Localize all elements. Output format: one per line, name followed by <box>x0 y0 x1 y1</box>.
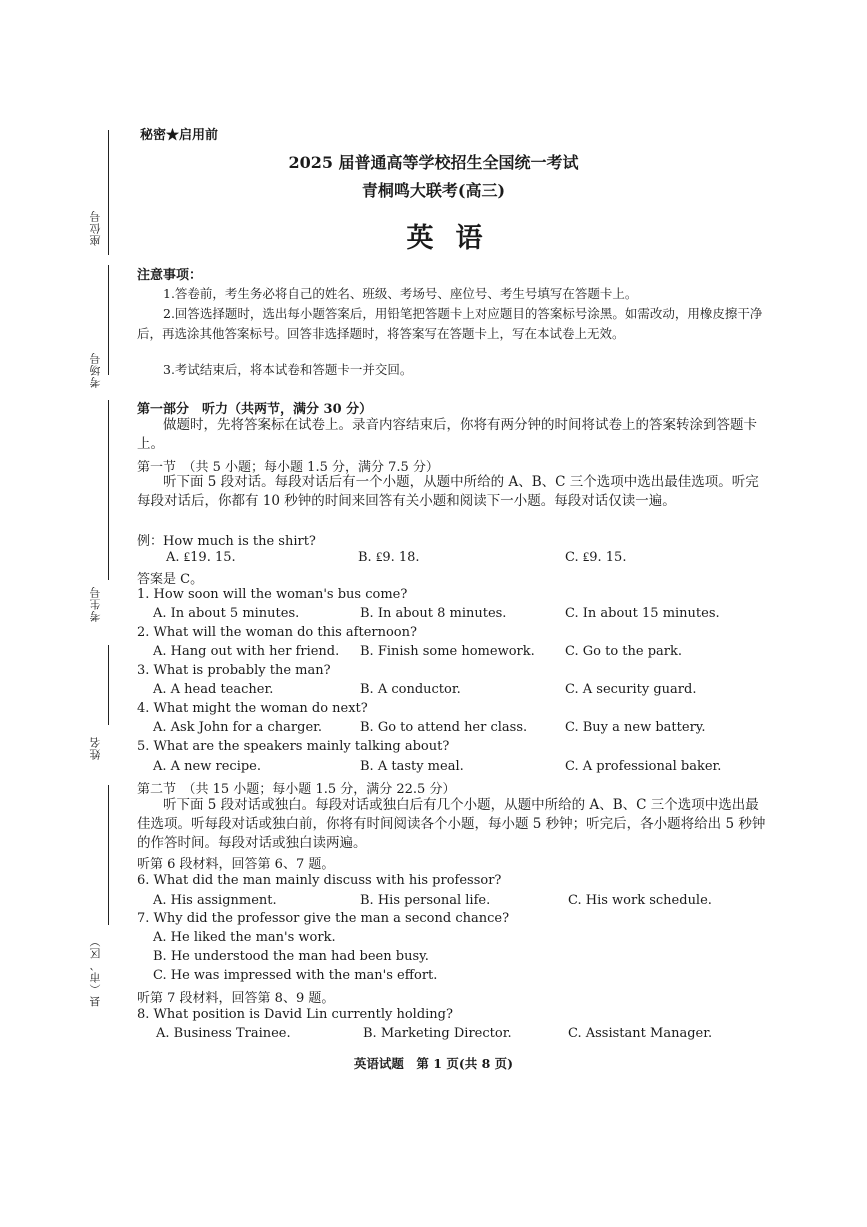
q3-option-b: B. A conductor. <box>360 682 461 697</box>
q8-option-b: B. Marketing Director. <box>363 1026 512 1041</box>
margin-line-county <box>108 785 109 925</box>
notice-title: 注意事项： <box>137 268 203 283</box>
exam-title: 2025 届普通高等学校招生全国统一考试 <box>288 153 579 172</box>
question-1: 1. How soon will the woman's bus come? <box>137 587 408 602</box>
question-2: 2. What will the woman do this afternoon? <box>137 625 417 640</box>
q1-option-c: C. In about 15 minutes. <box>565 606 720 621</box>
material-6-label: 听第 6 段材料，回答第 6、7 题。 <box>137 857 335 872</box>
section2-title: 第二节 （共 15 小题；每小题 1.5 分，满分 22.5 分） <box>137 782 456 797</box>
margin-label-county: 县（市、区） <box>89 935 102 1007</box>
q1-option-a: A. In about 5 minutes. <box>153 606 300 621</box>
margin-label-student-no: 考生号 <box>89 586 102 622</box>
q7-option-b: B. He understood the man had been busy. <box>153 949 429 964</box>
confidential-label: 秘密★启用前 <box>140 128 219 143</box>
notice-item-1: 1.答卷前，考生务必将自己的姓名、班级、考场号、座位号、考生号填写在答题卡上。 <box>163 286 638 301</box>
material-7-label: 听第 7 段材料，回答第 8、9 题。 <box>137 991 335 1006</box>
margin-line-room <box>108 265 109 375</box>
q7-option-c: C. He was impressed with the man's effort. <box>153 968 438 983</box>
q5-option-c: C. A professional baker. <box>565 759 722 774</box>
q4-option-b: B. Go to attend her class. <box>360 720 528 735</box>
q6-option-b: B. His personal life. <box>360 893 491 908</box>
q7-option-a: A. He liked the man's work. <box>153 930 336 945</box>
margin-line-student <box>108 400 109 580</box>
q6-option-a: A. His assignment. <box>153 893 277 908</box>
q3-option-a: A. A head teacher. <box>153 682 274 697</box>
q1-option-b: B. In about 8 minutes. <box>360 606 507 621</box>
example-question: 例：How much is the shirt? <box>137 534 316 549</box>
example-option-b: B. ₤9. 18. <box>358 550 420 565</box>
q2-option-b: B. Finish some homework. <box>360 644 535 659</box>
section1-intro: 听下面 5 段对话。每段对话后有一个小题，从题中所给的 A、B、C 三个选项中选出最佳选项。听完每段对话后，你都有 10 秒钟的时间来回答有关小题和阅读下一小题。每段对话仅读一遍。 <box>137 474 759 509</box>
q2-option-a: A. Hang out with her friend. <box>153 644 340 659</box>
part1-intro: 做题时，先将答案标在试卷上。录音内容结束后，你将有两分钟的时间将试卷上的答案转涂到答题卡上。 <box>137 417 757 452</box>
section1-title: 第一节 （共 5 小题；每小题 1.5 分，满分 7.5 分） <box>137 460 439 475</box>
page-footer: 英语试题 第 1 页(共 8 页) <box>353 1056 514 1071</box>
q5-option-a: A. A new recipe. <box>153 759 261 774</box>
notice-item-2: 2.回答选择题时，选出每小题答案后，用铅笔把答题卡上对应题目的答案标号涂黑。如需改动，用橡皮擦干净后，再选涂其他答案标号。回答非选择题时，将答案写在答题卡上，写在本试卷上无效。 <box>137 306 763 341</box>
q4-option-c: C. Buy a new battery. <box>565 720 706 735</box>
question-3: 3. What is probably the man? <box>137 663 331 678</box>
question-8: 8. What position is David Lin currently holding? <box>137 1007 453 1022</box>
margin-label-name: 姓名 <box>89 736 102 760</box>
example-answer: 答案是 C。 <box>137 572 204 587</box>
question-4: 4. What might the woman do next? <box>137 701 368 716</box>
q6-option-c: C. His work schedule. <box>568 893 712 908</box>
subject-title: 英语 <box>406 223 505 254</box>
example-option-c: C. ₤9. 15. <box>565 550 627 565</box>
q3-option-c: C. A security guard. <box>565 682 697 697</box>
part1-title: 第一部分 听力（共两节，满分 30 分） <box>137 402 373 417</box>
margin-line-name <box>108 645 109 725</box>
margin-label-exam-room: 考场号 <box>89 352 102 388</box>
exam-subtitle: 青桐鸣大联考(高三) <box>361 181 506 200</box>
section2-intro: 听下面 5 段对话或独白。每段对话或独白后有几个小题，从题中所给的 A、B、C 三个选项中选出最佳选项。听每段对话或独白前，你将有时间阅读各个小题，每小题 5 秒钟；听完后，各小题将给出 5 秒钟的作答时间。每段对话或独白读两遍。 <box>137 797 766 851</box>
q2-option-c: C. Go to the park. <box>565 644 682 659</box>
q8-option-c: C. Assistant Manager. <box>568 1026 713 1041</box>
q4-option-a: A. Ask John for a charger. <box>153 720 323 735</box>
notice-item-3: 3.考试结束后，将本试卷和答题卡一并交回。 <box>163 362 413 377</box>
question-6: 6. What did the man mainly discuss with his professor? <box>137 873 502 888</box>
q8-option-a: A. Business Trainee. <box>156 1026 291 1041</box>
question-5: 5. What are the speakers mainly talking about? <box>137 739 450 754</box>
q5-option-b: B. A tasty meal. <box>360 759 464 774</box>
question-7: 7. Why did the professor give the man a second chance? <box>137 911 510 926</box>
margin-label-seat: 座位号 <box>89 210 102 246</box>
example-option-a: A. ₤19. 15. <box>166 550 236 565</box>
